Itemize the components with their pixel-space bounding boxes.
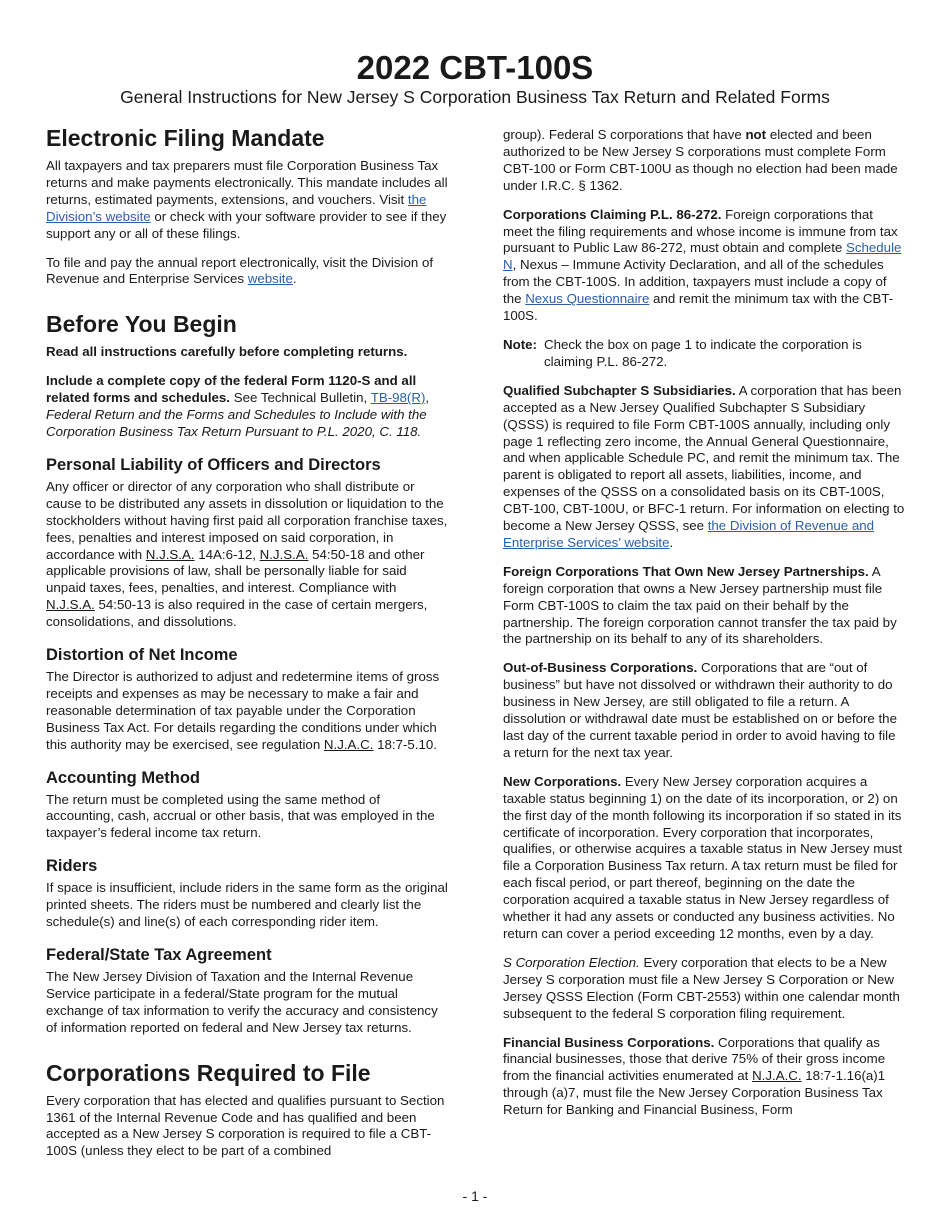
distortion-paragraph: [46, 669, 448, 754]
page-number: - 1 -: [462, 1188, 488, 1204]
lead-in: Foreign Corporations That Own New Jersey Partnerships.: [503, 563, 869, 579]
njac-ref: N.J.A.C.: [752, 1068, 802, 1084]
text: or check with your software provider to see if they support any or all of these filings.: [46, 208, 447, 241]
text: See Technical Bulletin,: [230, 390, 371, 406]
text: Every New Jersey corporation acquires a taxable status beginning 1) on the date of its incorporation, or 2) on the first day of the month following its incorporation if so stated in its certificate of incorporation. Every corporation that incorporates, qualifies, or otherwise acquires a taxable status in New Jersey must file a Corporation Business Tax return. A tax return must be filed for each fiscal period, or part thereof, beginning on the date the corporation acquired a taxable status in New Jersey regardless of whether it had any assets or conducted any business activities. No return can cover a period exceeding 12 months, even by a day.: [503, 773, 903, 941]
text: and remit the minimum tax with the CBT-100S.: [503, 291, 894, 324]
right-column: [503, 127, 905, 1131]
text: The Director is authorized to adjust and redetermine items of gross receipts and expenses as may be necessary to make a fair and reasonable determination of tax payable under the Corporation Business Tax Act. For details regarding the conditions under which this authority may be exercised, see regulation: [46, 669, 440, 752]
text: .: [292, 271, 297, 287]
lead-in: Financial Business Corporations.: [503, 1034, 715, 1050]
text: 14A:6-12,: [194, 546, 260, 562]
heading-riders: Riders: [46, 857, 98, 876]
nexus-questionnaire-link[interactable]: Nexus Questionnaire: [525, 291, 650, 307]
text: 18:7-1.16(a)1 through (a)7, must file the New Jersey Corporation Business Tax Return for Banking and Financial Business, Form: [503, 1068, 886, 1118]
financial-business-paragraph: [503, 1035, 905, 1120]
text: Corporations that are “out of business” but have not dissolved or withdrawn their authority to do business in New Jersey, are still obligated to file a return. A dissolution or withdrawal date must be established on or before the last day of the current taxable period in order to avoid having to file a return for the next tax year.: [503, 660, 897, 760]
left-column: [46, 124, 448, 1172]
byb-paragraph-1: [46, 344, 448, 361]
njsa-ref: N.J.S.A.: [259, 546, 309, 562]
text: A corporation that has been accepted as a New Jersey Qualified Subchapter S Subsidiary (QSSS) is required to file Form CBT-100S annually, including only page 1 reflecting zero income, the Annual General Questionnaire, and when applicable Schedule PC, and remit the minimum tax. The parent is obligated to report all assets, liabilities, income, and expenses of the QSSS on a consolidated basis on its CBT-100S, CBT-100, CBT-100U, or BFC-1 return. For information on electing to become a New Jersey QSSS, see: [503, 382, 905, 534]
text: 54:50-18 and other applicable provisions of law, shall be personally liable for said unpaid taxes, fees, penalties, and interest. Compliance with: [46, 546, 425, 596]
lead-in: Corporations Claiming P.L. 86-272.: [503, 206, 722, 222]
accounting-paragraph: The return must be completed using the same method of accounting, cash, accrual or other basis, that was employed in the taxpayer’s federal income tax return.: [46, 791, 435, 841]
new-corporations-paragraph: [503, 774, 905, 943]
heading-personal-liability: Personal Liability of Officers and Directors: [46, 455, 381, 474]
bold-text: Include a complete copy of the federal Form 1120-S and all related forms and schedules.: [46, 373, 417, 406]
bold-text: Read all instructions carefully before completing returns.: [46, 344, 408, 360]
text: A foreign corporation that owns a New Jersey partnership must file Form CBT-100S to claim the tax paid on their behalf by the partnership. The foreign corporation cannot transfer the tax paid by the partnership on its behalf to any of its shareholders.: [503, 563, 897, 647]
heading-accounting-method: Accounting Method: [46, 768, 200, 787]
note-text: Check the box on page 1 to indicate the corporation is claiming P.L. 86-272.: [544, 336, 862, 369]
heading-distortion: Distortion of Net Income: [46, 646, 238, 665]
qsss-paragraph: [503, 383, 905, 552]
text: Corporations that qualify as financial businesses, those that derive 75% of their gross income from the financial activities enumerated at: [503, 1034, 886, 1084]
revenue-services-website-link[interactable]: the Division of Revenue and Enterprise Services’ website: [503, 518, 875, 550]
text: Every corporation that elects to be a New Jersey S corporation must file a New Jersey S Corporation or New Jersey QSSS Election (Form CBT-2553) within one calendar month subsequent to the federal S corporation filing requirement.: [503, 954, 900, 1021]
page-subtitle: General Instructions for New Jersey S Corporation Business Tax Return and Related Forms: [120, 87, 830, 107]
lead-in: Out-of-Business Corporations.: [503, 660, 698, 676]
efm-paragraph-1: [46, 158, 448, 243]
efm-paragraph-2: [46, 255, 448, 289]
riders-paragraph: If space is insufficient, include riders in the same form as the original printed sheets. The riders must be numbered and clearly list the schedule(s) and line(s) of each corresponding rider item.: [46, 880, 448, 930]
lead-in: Qualified Subchapter S Subsidiaries.: [503, 382, 736, 398]
continued-paragraph: [503, 127, 905, 195]
text: .: [669, 534, 674, 550]
tb-98r-link[interactable]: TB-98(R): [370, 390, 426, 406]
foreign-corporations-paragraph: [503, 564, 905, 649]
text: Any officer or director of any corporation who shall distribute or cause to be distributed any assets in dissolution or liquidation to the stockholders without having first paid all corporation franchise taxes, fees, penalties and interest imposed on said corporation, in accordance with: [46, 478, 448, 562]
liability-paragraph: [46, 479, 448, 631]
heading-tax-agreement: Federal/State Tax Agreement: [46, 946, 272, 964]
note-block: [503, 337, 905, 371]
text: ,: [425, 390, 430, 406]
njsa-ref: N.J.S.A.: [46, 597, 95, 613]
text: Foreign corporations that meet the filing requirements and whose income is immune from tax pursuant to Public Law 86-272, must obtain and complete: [503, 206, 898, 256]
text: To file and pay the annual report electronically, visit the Division of Revenue and Enterprise Services: [46, 254, 434, 287]
text: 18:7-5.10.: [373, 736, 437, 752]
page-title: 2022 CBT-100S: [356, 49, 594, 86]
lead-in: New Corporations.: [503, 773, 622, 789]
note-label: Note:: [503, 336, 537, 352]
byb-paragraph-2: [46, 373, 448, 441]
text: All taxpayers and tax preparers must file Corporation Business Tax returns and make payments electronically. This mandate includes all returns, estimated payments, extensions, and vouchers. Visit: [46, 158, 448, 207]
agreement-paragraph: The New Jersey Division of Taxation and the Internal Revenue Service participate in a federal/State program for the mutual exchange of tax information to verify the accuracy and consistency of information reported on federal and New Jersey tax returns.: [46, 969, 438, 1035]
text: group). Federal S corporations that have: [503, 127, 746, 142]
pl-86-272-paragraph: [503, 207, 905, 325]
out-of-business-paragraph: [503, 660, 905, 761]
division-website-link[interactable]: the Division’s website: [46, 191, 427, 224]
text: , Nexus – Immune Activity Declaration, and all of the schedules from the CBT-100S. In addition, taxpayers must include a copy of the: [503, 257, 887, 307]
schedule-n-link[interactable]: Schedule N: [503, 240, 902, 273]
njsa-ref: N.J.S.A.: [145, 546, 195, 562]
heading-electronic-filing-mandate: Electronic Filing Mandate: [46, 125, 325, 151]
lead-in: S Corporation Election.: [503, 954, 640, 970]
bold-text: not: [745, 127, 767, 142]
revenue-website-link[interactable]: website: [247, 271, 293, 287]
heading-corporations-required: Corporations Required to File: [46, 1059, 371, 1086]
required-paragraph: Every corporation that has elected and qualifies pursuant to Section 1361 of the Internal Revenue Code and has qualified and been accepted as a New Jersey S corporation is required to file a CBT-100S (unless they elect to be part of a combined: [46, 1092, 445, 1159]
s-corp-election-paragraph: [503, 955, 905, 1023]
text: 54:50-13 is also required in the case of certain mergers, consolidations, and dissolutions.: [46, 597, 428, 630]
heading-before-you-begin: Before You Begin: [46, 311, 237, 338]
text: elected and been authorized to be New Jersey S corporations must complete Form CBT-100 or Form CBT-100U as though no election had been made under I.R.C. § 1362.: [503, 127, 898, 193]
njac-ref: N.J.A.C.: [323, 736, 374, 752]
italic-text: Federal Return and the Forms and Schedules to Include with the Corporation Business Tax Return Pursuant to P.L. 2020, C. 118.: [46, 407, 427, 439]
